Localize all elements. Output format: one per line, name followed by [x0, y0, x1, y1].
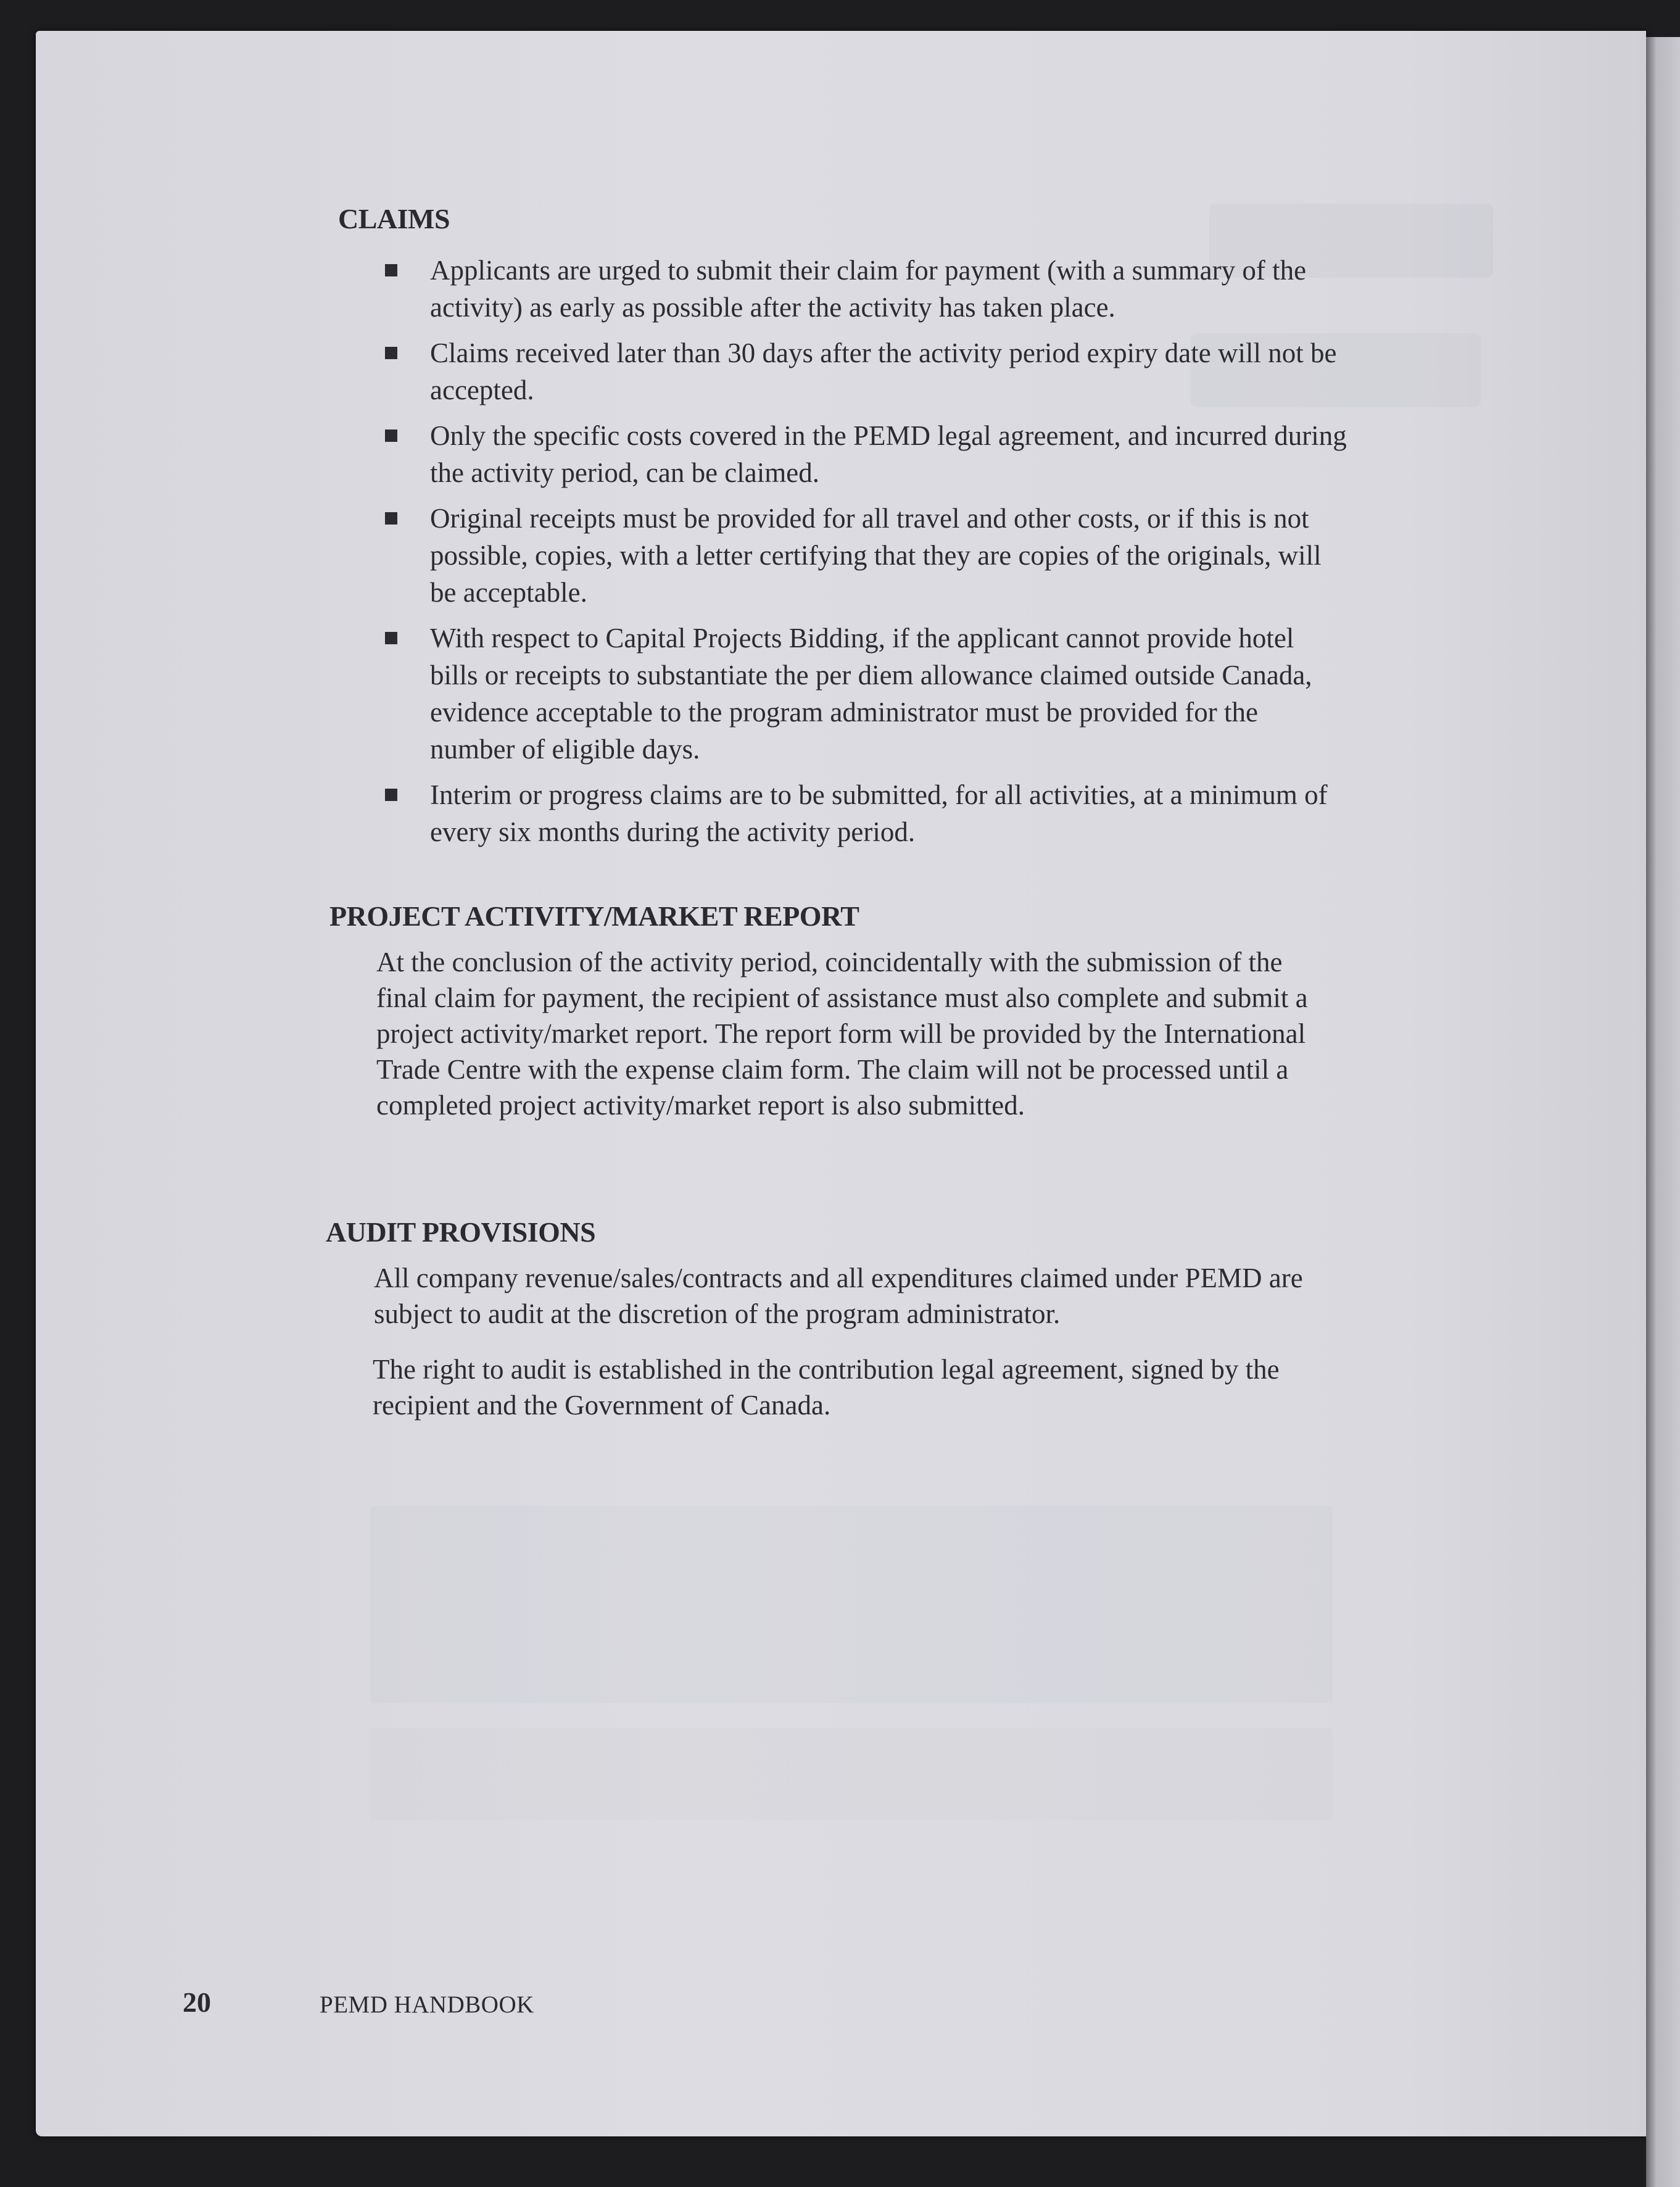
claims-list: [385, 252, 1347, 859]
claims-item-text: Claims received later than 30 days after the activity period expiry date will not be accepted.: [430, 338, 1337, 405]
claims-item: [385, 776, 1347, 850]
claims-item: [385, 417, 1347, 491]
square-bullet-icon: [385, 632, 397, 644]
square-bullet-icon: [385, 347, 397, 359]
square-bullet-icon: [385, 430, 397, 442]
project-report-heading: PROJECT ACTIVITY/MARKET REPORT: [329, 900, 859, 932]
claims-item-text: With respect to Capital Projects Bidding, if the applicant cannot provide hotel bills or receipts to substantiate the per diem allowance claimed outside Canada, evidence acceptable to the program administrator must be provided for the number of eligible days.: [430, 623, 1312, 765]
audit-paragraph: The right to audit is established in the contribution legal agreement, signed by the recipient and the Government of Canada.: [373, 1354, 1280, 1421]
claims-item: [385, 620, 1347, 768]
claims-item: [385, 500, 1347, 611]
audit-heading: AUDIT PROVISIONS: [326, 1216, 596, 1248]
square-bullet-icon: [385, 789, 397, 801]
claims-item: [385, 334, 1347, 409]
square-bullet-icon: [385, 264, 397, 276]
audit-paragraph: All company revenue/sales/contracts and all expenditures claimed under PEMD are subject to audit at the discretion of the program administrator.: [374, 1263, 1303, 1329]
project-report-body: At the conclusion of the activity period, coincidentally with the submission of the final claim for payment, the recipient of assistance must also complete and submit a project activity/market report. The report form will be provided by the International Trade Centre with the expense claim form. The claim will not be processed until a completed project activity/market report is also submitted.: [376, 947, 1308, 1121]
square-bullet-icon: [385, 512, 397, 525]
claims-item-text: Original receipts must be provided for all travel and other costs, or if this is not possible, copies, with a letter certifying that they are copies of the originals, will be acceptable.: [430, 503, 1322, 608]
claims-item-text: Interim or progress claims are to be submitted, for all activities, at a minimum of every six months during the activity period.: [430, 779, 1328, 847]
page-number: 20: [183, 1986, 211, 2018]
claims-item-text: Applicants are urged to submit their claim for payment (with a summary of the activity) as early as possible after the activity has taken place.: [430, 255, 1307, 323]
claims-item: [385, 252, 1347, 326]
running-footer-title: PEMD HANDBOOK: [320, 1991, 534, 2018]
claims-heading: CLAIMS: [338, 203, 450, 234]
claims-item-text: Only the specific costs covered in the PEMD legal agreement, and incurred during the activity period, can be claimed.: [430, 420, 1347, 488]
